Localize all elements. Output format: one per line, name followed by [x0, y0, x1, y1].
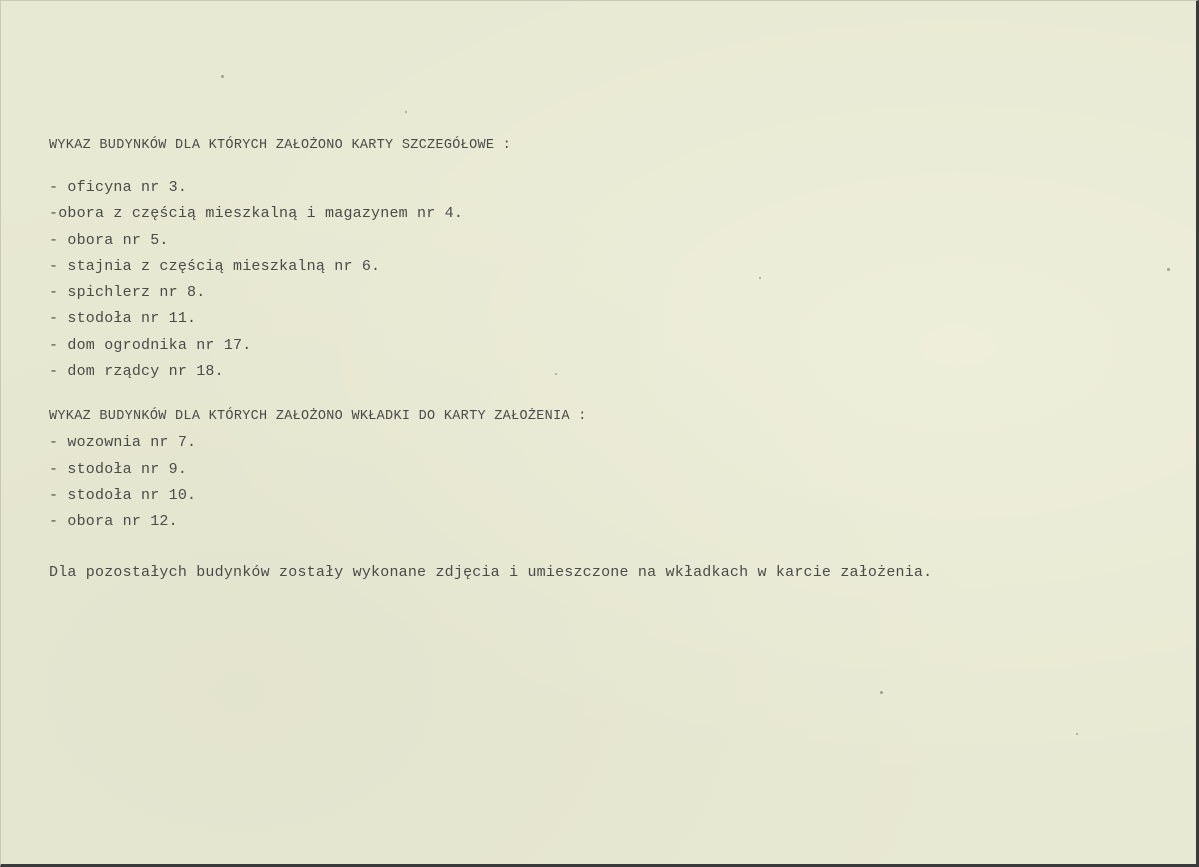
list-item: -obora z częścią mieszkalną i magazynem nr 4.	[49, 205, 464, 223]
list-item: - obora nr 12.	[49, 513, 178, 531]
list-item: - stajnia z częścią mieszkalną nr 6.	[49, 257, 381, 275]
section-heading-detailed-cards: WYKAZ BUDYNKÓW DLA KTÓRYCH ZAŁOŻONO KARTY SZCZEGÓŁOWE :	[49, 138, 512, 153]
section-heading-inserts: WYKAZ BUDYNKÓW DLA KTÓRYCH ZAŁOŻONO WKŁADKI DO KARTY ZAŁOŻENIA :	[49, 409, 587, 425]
list-item: - wozownia nr 7.	[49, 434, 197, 452]
paper-speck	[1167, 268, 1170, 271]
list-item: - stodoła nr 10.	[49, 486, 197, 504]
detailed-cards-list	[49, 175, 1149, 385]
closing-note: Dla pozostałych budynków zostały wykonane zdjęcia i umieszczone na wkładkach w karcie założenia.	[49, 563, 933, 581]
paper-speck	[221, 75, 224, 78]
paper-speck	[1076, 733, 1078, 735]
list-item: - stodoła nr 11.	[49, 310, 197, 328]
paper-speck	[405, 111, 407, 113]
list-item: - dom ogrodnika nr 17.	[49, 336, 252, 354]
list-item: - dom rządcy nr 18.	[49, 363, 224, 381]
list-item: - stodoła nr 9.	[49, 460, 188, 478]
list-item: - oficyna nr 3.	[49, 179, 188, 196]
paper-speck	[880, 691, 883, 694]
list-item: - spichlerz nr 8.	[49, 284, 206, 302]
document-text	[49, 135, 1149, 601]
list-item: - obora nr 5.	[49, 231, 169, 249]
inserts-list	[49, 430, 1149, 535]
